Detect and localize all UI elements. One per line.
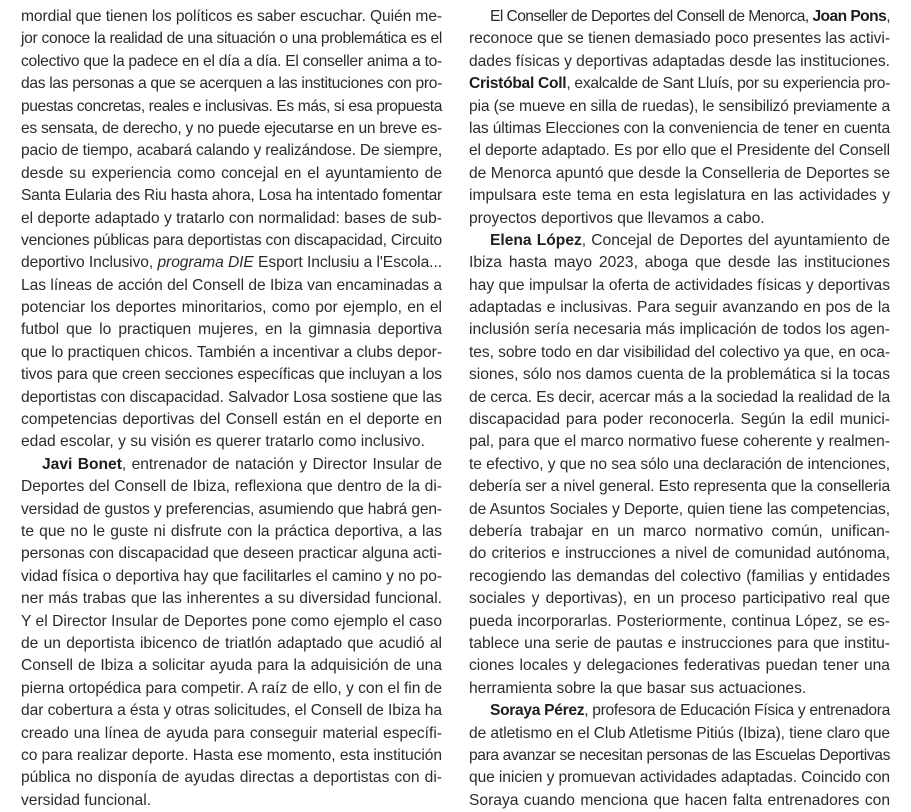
text-line: tablece una serie de pautas e instrucciones para que institu- bbox=[469, 634, 890, 652]
text-line: de un deportista ibicenco de triatlón adaptado que acudió al bbox=[21, 634, 442, 652]
text-line: tes, sobre todo en dar visibilidad del colectivo ya que, en oca- bbox=[469, 343, 890, 361]
text-fragment: Esport Inclusiu a l'Escola... bbox=[253, 254, 442, 272]
text-line: desde su experiencia como concejal en el ayuntamiento de bbox=[21, 164, 442, 182]
paragraph-soraya-perez bbox=[469, 700, 890, 812]
text-line: deportistas con discapacidad. Salvador Losa sostiene que las bbox=[21, 388, 442, 406]
text-line: hay que impulsar la oferta de actividades físicas y deportivas bbox=[469, 276, 890, 294]
text-line: Soraya cuando menciona que hacen falta entrenadores con bbox=[469, 791, 890, 809]
text-line: de atletismo en el Club Atletisme Pitiús (Ibiza), tiene claro que bbox=[469, 724, 890, 742]
text-line: pal, para que el marco normativo fuese coherente y realmen- bbox=[469, 433, 890, 451]
text-line: adaptadas e inclusivas. Para seguir avanzando en pos de la bbox=[469, 299, 890, 317]
person-name: Joan Pons bbox=[812, 8, 887, 25]
text-line: creado una línea de ayuda para conseguir material específi- bbox=[21, 724, 442, 742]
paragraph-javi-bonet bbox=[21, 454, 442, 812]
paragraph-losa bbox=[21, 6, 442, 454]
text-line bbox=[21, 252, 442, 274]
text-line bbox=[21, 454, 442, 476]
text-line: Y el Director Insular de Deportes pone como ejemplo el caso bbox=[21, 612, 442, 630]
text-line: ner más trabas que las inherentes a su diversidad funcional. bbox=[21, 590, 442, 608]
text-line: edad escolar, y su visión es querer tratarlo como inclusivo. bbox=[21, 433, 425, 451]
text-fragment: , entrenador de natación y Director Insular de bbox=[121, 455, 442, 473]
text-line: siones, sólo nos damos cuenta de la problemática si la tocas bbox=[469, 366, 890, 384]
text-line: proyectos deportivos que llevamos a cabo. bbox=[469, 209, 765, 227]
paragraph-elena-lopez bbox=[469, 230, 890, 700]
text-line: do criterios e instrucciones a nivel de comunidad autónoma, bbox=[469, 545, 890, 563]
text-line: ciones locales y delegaciones federativas puedan tener una bbox=[469, 657, 890, 675]
text-line: Las líneas de acción del Consell de Ibiza van encaminadas a bbox=[21, 276, 442, 294]
text-line: Deportes del Consell de Ibiza, reflexiona que dentro de la di- bbox=[21, 478, 442, 496]
text-fragment: , exalcalde de Sant Lluís, por su experiencia pro- bbox=[566, 75, 890, 93]
text-line: te efectivo, y que no sea sólo una declaración de intenciones, bbox=[469, 455, 890, 473]
text-line: versidad de gustos y preferencias, asumiendo que habrá gen- bbox=[21, 500, 442, 518]
text-line: para avanzar se necesitan personas de las Escuelas Deportivas bbox=[469, 746, 890, 764]
text-line: sociales y deportivas), en un proceso participativo real que bbox=[469, 590, 890, 608]
text-line: personas con discapacidad que deseen practicar alguna acti- bbox=[21, 545, 442, 563]
person-name: Elena López bbox=[490, 231, 582, 249]
text-line: versidad funcional. bbox=[21, 791, 152, 809]
text-line: el deporte adaptado. Es por ello que el Presidente del Consell bbox=[469, 142, 890, 160]
text-line: venciones públicas para deportistas con discapacidad, Circuito bbox=[21, 231, 442, 249]
text-line: pierna ortopédica para competir. A raíz de ello, y con el fin de bbox=[21, 679, 442, 697]
text-line: debería ser a nivel general. Esto representa que la conselleria bbox=[469, 478, 890, 496]
text-fragment: deportivo Inclusivo, bbox=[21, 254, 158, 272]
text-line: potenciar los deportes minoritarios, como por ejemplo, en el bbox=[21, 299, 442, 317]
italic-program-name: programa DIE bbox=[157, 254, 254, 272]
text-line: discapacidad para poder reconocerla. Según la edil munici- bbox=[469, 411, 890, 429]
text-line: es sensata, de derecho, y no puede ejecutarse en un breve es- bbox=[21, 119, 442, 137]
text-line: recogiendo las demandas del colectivo (familias y entidades bbox=[469, 567, 890, 585]
left-column bbox=[21, 6, 442, 812]
text-line: que inicien y promuevan actividades adaptadas. Coincido con bbox=[469, 769, 890, 787]
text-fragment: , Concejal de Deportes del ayuntamiento de bbox=[581, 231, 891, 249]
text-line: pacio de tiempo, acabará calando y realizándose. De siempre, bbox=[21, 142, 442, 160]
text-fragment: , bbox=[886, 8, 890, 25]
text-line bbox=[469, 230, 890, 252]
text-line: las últimas Elecciones con la conveniencia de tener en cuenta bbox=[469, 119, 890, 137]
text-line: Consell de Ibiza a solicitar ayuda para la adquisición de una bbox=[21, 657, 442, 675]
right-column bbox=[469, 6, 890, 812]
text-fragment: El Conseller de Deportes del Consell de Menorca, bbox=[490, 8, 813, 25]
text-line: que lo practiquen chicos. También a incentivar a clubs depor- bbox=[21, 343, 442, 361]
text-line: herramienta sobre la que basar sus actuaciones. bbox=[469, 679, 807, 697]
text-line: puestas concretas, reales e inclusivas. Es más, si esa propuesta bbox=[21, 97, 442, 115]
text-line: te que no le guste ni disfrute con la práctica deportiva, a las bbox=[21, 522, 442, 540]
paragraph-joan-pons bbox=[469, 6, 890, 230]
text-line: debería trabajar en un marco normativo común, unifican- bbox=[469, 522, 890, 540]
text-line: pia (se mueve en silla de ruedas), le sensibilizó previamente a bbox=[469, 97, 890, 115]
text-line: el deporte adaptado y tratarlo con normalidad: bases de sub- bbox=[21, 209, 442, 227]
text-line: dades físicas y deportivas adaptadas desde las instituciones. bbox=[469, 52, 890, 70]
text-fragment: , profesora de Educación Física y entrenadora bbox=[584, 702, 891, 720]
text-line: Ibiza hasta mayo 2023, aboga que desde las instituciones bbox=[469, 254, 890, 272]
text-line: dar cobertura a ésta y otras solicitudes, el Consell de Ibiza ha bbox=[21, 702, 442, 720]
person-name: Javi Bonet bbox=[42, 455, 122, 473]
text-line: competencias deportivas del Consell están en el deporte en bbox=[21, 411, 442, 429]
text-line: impulsara este tema en esta legislatura en las actividades y bbox=[469, 187, 890, 205]
text-line: vidad física o deportiva hay que facilitarles el camino y no po- bbox=[21, 567, 442, 585]
text-line: de Asuntos Sociales y Deporte, quien tiene las competencias, bbox=[469, 500, 890, 518]
text-line: futbol que lo practiquen mujeres, en la gimnasia deportiva bbox=[21, 321, 442, 339]
text-line: pública no disponía de ayudas directas a deportistas con di- bbox=[21, 769, 442, 787]
text-line: Santa Eularia des Riu hasta ahora, Losa ha intentado fomentar bbox=[21, 187, 443, 205]
text-line bbox=[469, 73, 890, 95]
person-name: Cristóbal Coll bbox=[469, 75, 567, 93]
text-line: de Menorca apuntó que desde la Conselleria de Deportes se bbox=[469, 164, 890, 182]
text-line: de cerca. Es decir, acercar más a la sociedad la realidad de la bbox=[469, 388, 890, 406]
text-line: mordial que tienen los políticos es saber escuchar. Quién me- bbox=[21, 8, 442, 25]
text-line: reconoce que se tienen demasiado poco presentes las activi- bbox=[469, 30, 890, 48]
text-line: jor conoce la realidad de una situación o una problemática es el bbox=[21, 30, 442, 48]
person-name: Soraya Pérez bbox=[490, 702, 585, 720]
text-line: tivos para que creen secciones específicas que incluyan a los bbox=[21, 366, 442, 384]
text-line: pueda incorporarlas. Posteriormente, continua López, se es- bbox=[469, 612, 890, 630]
text-line: das las personas a que se acerquen a las instituciones con pro- bbox=[21, 75, 442, 93]
text-line: colectivo que la padece en el día a día. El conseller anima a to- bbox=[21, 52, 442, 70]
text-line bbox=[469, 6, 890, 28]
text-line: inclusión sería necesaria más implicación de todos los agen- bbox=[469, 321, 890, 339]
text-line: co para realizar deporte. Hasta ese momento, esta institución bbox=[21, 746, 442, 764]
text-line bbox=[469, 700, 890, 722]
